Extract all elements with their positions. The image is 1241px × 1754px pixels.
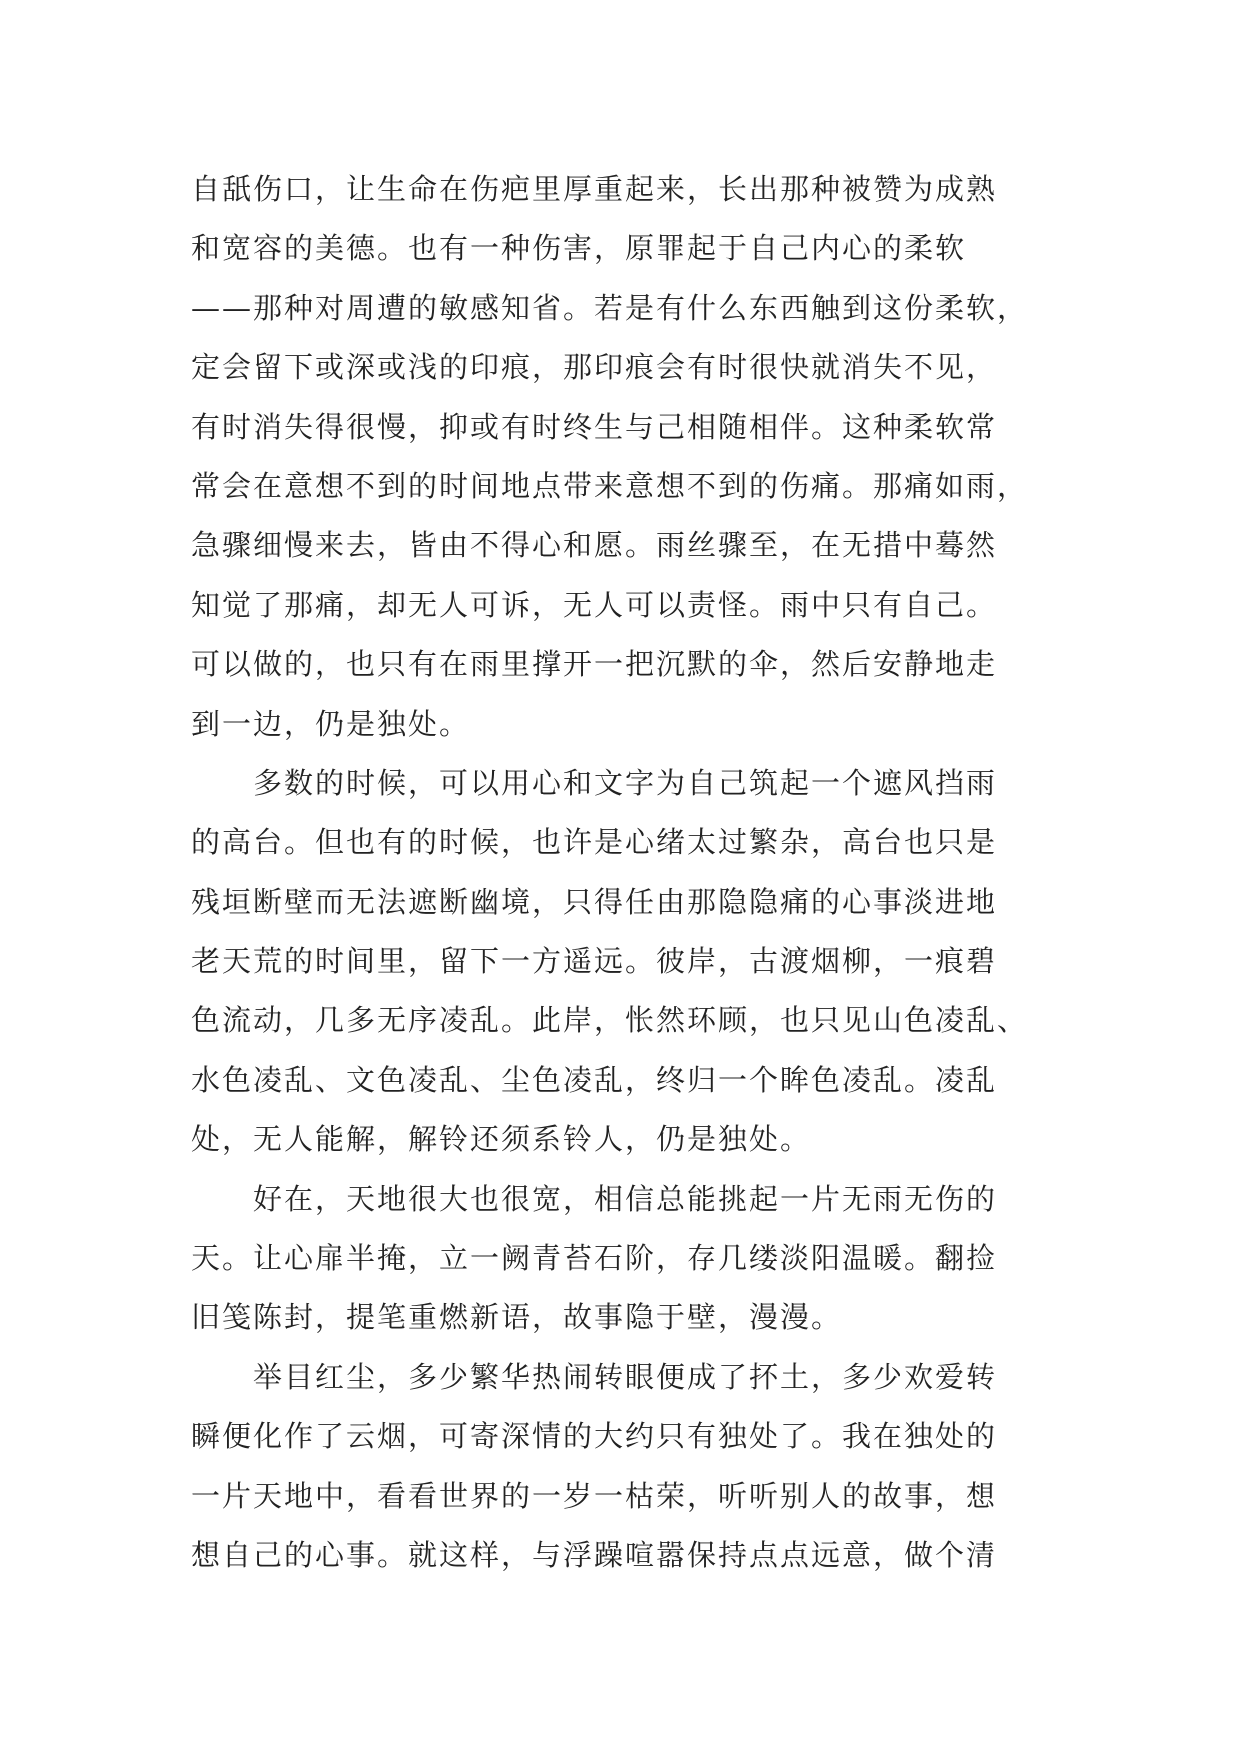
text-line: 常会在意想不到的时间地点带来意想不到的伤痛。那痛如雨，	[191, 468, 1029, 503]
text-line: 残垣断壁而无法遮断幽境，只得任由那隐隐痛的心事淡进地	[191, 884, 998, 919]
text-line: 自舐伤口，让生命在伤疤里厚重起来，长出那种被赞为成熟	[191, 172, 998, 206]
body-text	[191, 160, 1091, 1585]
text-line: 老天荒的时间里，留下一方遥远。彼岸，古渡烟柳，一痕碧	[191, 944, 998, 979]
text-line: 举目红尘，多少繁华热闹转眼便成了抔土，多少欢爱转	[191, 1359, 998, 1394]
text-line: 旧笺陈封，提笔重燃新语，故事隐于壁，漫漫。	[191, 1300, 843, 1335]
text-line: 的高台。但也有的时候，也许是心绪太过繁杂，高台也只是	[191, 825, 998, 860]
text-line: 到一边，仍是独处。	[191, 706, 471, 741]
text-line: 可以做的，也只有在雨里撑开一把沉默的伞，然后安静地走	[191, 647, 998, 682]
text-line: 瞬便化作了云烟，可寄深情的大约只有独处了。我在独处的	[191, 1419, 998, 1454]
text-line: 知觉了那痛，却无人可诉，无人可以责怪。雨中只有自己。	[191, 587, 998, 622]
text-line: 急骤细慢来去，皆由不得心和愿。雨丝骤至，在无措中蓦然	[191, 528, 998, 563]
text-line: 定会留下或深或浅的印痕，那印痕会有时很快就消失不见，	[191, 350, 998, 385]
text-line: 色流动，几多无序凌乱。此岸，怅然环顾，也只见山色凌乱、	[191, 1003, 1029, 1038]
text-line: 天。让心扉半掩，立一阙青苔石阶，存几缕淡阳温暖。翻捡	[191, 1241, 998, 1276]
text-line: ——那种对周遭的敏感知省。若是有什么东西触到这份柔软，	[191, 290, 1029, 325]
text-line: 多数的时候，可以用心和文字为自己筑起一个遮风挡雨	[191, 765, 998, 800]
text-line: 处，无人能解，解铃还须系铃人，仍是独处。	[191, 1122, 812, 1157]
text-line: 有时消失得很慢，抑或有时终生与己相随相伴。这种柔软常	[191, 409, 998, 444]
text-line: 和宽容的美德。也有一种伤害，原罪起于自己内心的柔软	[191, 231, 967, 266]
text-line: 一片天地中，看看世界的一岁一枯荣，听听别人的故事，想	[191, 1478, 998, 1513]
text-line: 想自己的心事。就这样，与浮躁喧嚣保持点点远意，做个清	[191, 1537, 998, 1572]
text-line: 好在，天地很大也很宽，相信总能挑起一片无雨无伤的	[191, 1181, 998, 1216]
text-line: 水色凌乱、文色凌乱、尘色凌乱，终归一个眸色凌乱。凌乱	[191, 1062, 998, 1097]
